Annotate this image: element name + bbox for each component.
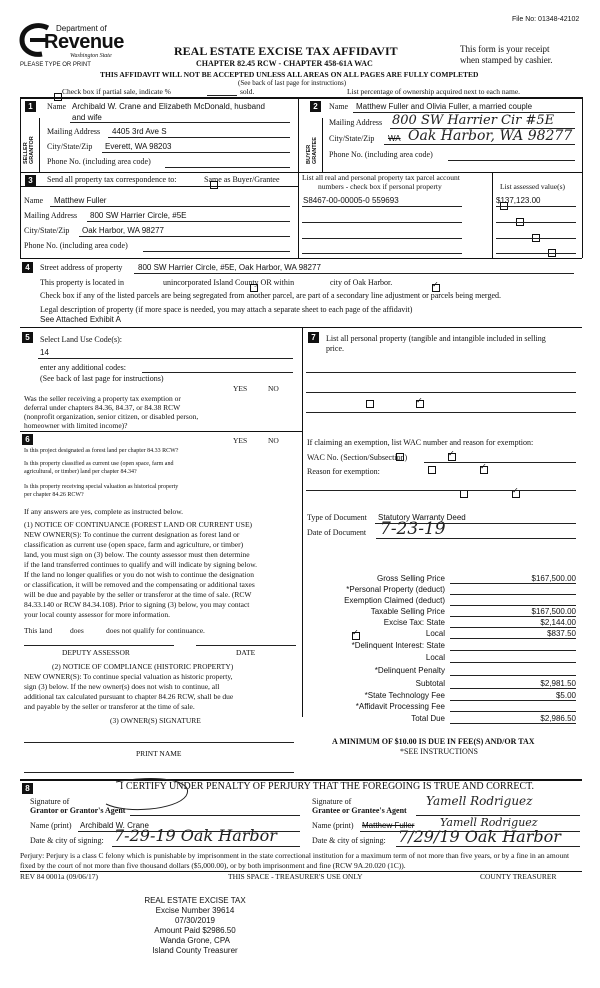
seller-name-line2[interactable]: and wife bbox=[72, 113, 102, 122]
grantee-sig-label-1: Signature of bbox=[312, 797, 352, 806]
certify-statement: I CERTIFY UNDER PENALTY OF PERJURY THAT THE FOREGOING IS TRUE AND CORRECT. bbox=[120, 781, 534, 792]
section-3-number: 3 bbox=[25, 175, 36, 186]
grantor-name-value[interactable]: Archibald W. Crane bbox=[80, 821, 149, 830]
s6-if-yes: If any answers are yes, complete as instructed below. bbox=[24, 507, 184, 516]
notice1-line-3: land, you must sign on (3) below. The county assessor must then determine bbox=[24, 550, 250, 559]
see-instructions-note: *SEE INSTRUCTIONS bbox=[400, 747, 479, 756]
section-2-number: 2 bbox=[310, 101, 321, 112]
buyer-city-label: City/State/Zip bbox=[329, 134, 375, 143]
dept-line1: Department of bbox=[56, 24, 107, 33]
corr-phone-label: Phone No. (including area code) bbox=[24, 241, 128, 250]
tax-row-6-label: *Delinquent Interest: State bbox=[351, 641, 445, 650]
s6-q2-no-checkbox[interactable] bbox=[480, 466, 488, 474]
print-name-label: PRINT NAME bbox=[136, 749, 182, 758]
s6-q2-line1: Is this property classified as current use (open space, farm and bbox=[24, 461, 174, 467]
s5-q1-line3: (nonprofit organization, senior citizen, or disabled person, bbox=[24, 412, 199, 421]
does-not-label: does not qualify for continuance. bbox=[106, 626, 205, 635]
seller-grantor-label: SELLER GRANTOR bbox=[23, 136, 35, 164]
grantor-date-handwritten[interactable]: 7-29-19 Oak Harbor bbox=[114, 826, 277, 845]
notice2-line-0: (2) NOTICE OF COMPLIANCE (HISTORIC PROPERTY) bbox=[52, 662, 234, 671]
section-8-number: 8 bbox=[22, 783, 33, 794]
tax-row-0-label: Gross Selling Price bbox=[376, 574, 445, 583]
grantee-name-struck: Matthew Fuller bbox=[362, 821, 415, 830]
form-chapter: CHAPTER 82.45 RCW - CHAPTER 458-61A WAC bbox=[196, 59, 373, 68]
reason-label: Reason for exemption: bbox=[307, 467, 380, 476]
sold-label: sold. bbox=[240, 87, 255, 96]
s5-q1-line4: homeowner with limited income)? bbox=[24, 421, 128, 430]
buyer-grantee-label: BUYER GRANTEE bbox=[306, 137, 318, 164]
tax-row-4-label: Excise Tax: State bbox=[383, 618, 445, 627]
s5-no-header: NO bbox=[268, 384, 279, 393]
s6-q3-line1: Is this property receiving special valuation as historical property bbox=[24, 484, 179, 490]
s5-q1-line1: Was the seller receiving a property tax exemption or bbox=[24, 394, 181, 403]
doc-type-label: Type of Document bbox=[307, 513, 367, 522]
minimum-due-note: A MINIMUM OF $10.00 IS DUE IN FEE(S) AND/OR TAX bbox=[332, 737, 535, 746]
tax-row-7-label: Local bbox=[425, 653, 445, 662]
file-number: File No: 01348-42102 bbox=[512, 16, 580, 23]
notice1-line-1: NEW OWNER(S): To continue the current designation as forest land or bbox=[24, 530, 240, 539]
buyer-phone-label: Phone No. (including area code) bbox=[329, 150, 433, 159]
buyer-name-label: Name bbox=[329, 102, 349, 111]
corr-mailing-label: Mailing Address bbox=[24, 211, 78, 220]
stamp-line-4: Amount Paid $2986.50 bbox=[154, 926, 236, 935]
grantee-date-handwritten[interactable]: 7/29/19 Oak Harbor bbox=[398, 827, 561, 846]
doc-type-value[interactable]: Statutory Warranty Deed bbox=[378, 513, 466, 522]
tax-row-3-label: Taxable Selling Price bbox=[370, 607, 445, 616]
notice1-line-0: (1) NOTICE OF CONTINUANCE (FOREST LAND OR CURRENT USE) bbox=[24, 520, 253, 529]
s5-yes-header: YES bbox=[233, 384, 248, 393]
tax-row-12-label: Total Due bbox=[411, 714, 445, 723]
buyer-city-handwritten[interactable]: Oak Harbor, WA 98277 bbox=[408, 128, 573, 144]
tax-row-10-label: *State Technology Fee bbox=[364, 691, 445, 700]
corr-city-value[interactable]: Oak Harbor, WA 98277 bbox=[82, 226, 164, 235]
located-label-2: unincorporated Island County OR within bbox=[163, 278, 295, 287]
section-1-number: 1 bbox=[25, 101, 36, 112]
land-use-value[interactable]: 14 bbox=[40, 348, 49, 357]
tax-row-9-value[interactable]: $2,981.50 bbox=[540, 679, 576, 688]
tax-row-5-label: Local bbox=[425, 629, 445, 638]
tax-row-8-label: *Delinquent Penalty bbox=[374, 666, 445, 675]
deputy-assessor-label: DEPUTY ASSESSOR bbox=[62, 648, 130, 657]
percentage-note: List percentage of ownership acquired next to each name. bbox=[347, 87, 521, 96]
seller-phone-label: Phone No. (including area code) bbox=[47, 157, 151, 166]
stamp-line-5: Wanda Grone, CPA bbox=[160, 936, 230, 945]
grantor-date-label: Date & city of signing: bbox=[30, 836, 104, 845]
personal-property-label-2: price. bbox=[326, 344, 344, 353]
seller-name-label: Name bbox=[47, 102, 67, 111]
corr-name-value[interactable]: Matthew Fuller bbox=[54, 196, 107, 205]
street-address-label: Street address of property bbox=[40, 263, 123, 272]
seller-city-label: City/State/Zip bbox=[47, 142, 93, 151]
stamp-line-6: Island County Treasurer bbox=[152, 946, 238, 955]
grantee-name-label: Name (print) bbox=[312, 821, 354, 830]
dept-line2: Revenue bbox=[44, 31, 124, 53]
wac-label: WAC No. (Section/Subsection) bbox=[307, 453, 408, 462]
county-treasurer-label: COUNTY TREASURER bbox=[480, 872, 557, 881]
buyer-city-struck: WA bbox=[388, 134, 401, 143]
warning-text: THIS AFFIDAVIT WILL NOT BE ACCEPTED UNLESS ALL AREAS ON ALL PAGES ARE FULLY COMPLETED bbox=[100, 70, 479, 79]
notice2-line-3: additional tax calculated pursuant to chapter 84.26 RCW, shall be due bbox=[24, 692, 234, 701]
tax-row-5-value[interactable]: $837.50 bbox=[547, 629, 576, 638]
parcel-header-1: List all real and personal property tax parcel account bbox=[302, 173, 460, 182]
personal-property-label-1: List all personal property (tangible and intangible included in selling bbox=[326, 334, 546, 343]
s6-q1: Is this project designated as forest land per chapter 84.33 RCW? bbox=[24, 448, 179, 454]
legal-desc-value[interactable]: See Attached Exhibit A bbox=[40, 315, 121, 324]
buyer-name-value[interactable]: Matthew Fuller and Olivia Fuller, a married couple bbox=[356, 102, 533, 111]
notice1-line-4: if the land transferred continues to qualify and will indicate by signing below. bbox=[24, 560, 257, 569]
notice1-line-8: 84.33.140 or RCW 84.34.108). Prior to signing (3) below, you may contact bbox=[24, 600, 250, 609]
partial-sale-label: Check box if partial sale, indicate % bbox=[62, 87, 171, 96]
doc-date-handwritten[interactable]: 7-23-19 bbox=[380, 519, 446, 539]
s5-q1-line2: deferral under chapters 84.36, 84.37, or 84.38 RCW bbox=[24, 403, 181, 412]
tax-row-2-label: Exemption Claimed (deduct) bbox=[344, 596, 445, 605]
buyer-mailing-label: Mailing Address bbox=[329, 118, 383, 127]
located-label-3: city of Oak Harbor. bbox=[330, 278, 393, 287]
s6-q3-yes-checkbox[interactable] bbox=[460, 490, 468, 498]
dor-logo bbox=[18, 20, 128, 62]
stamp-line-2: Excise Number 39614 bbox=[155, 906, 235, 915]
send-correspondence-label: Send all property tax correspondence to: bbox=[47, 175, 177, 184]
treasurer-use-label: THIS SPACE - TREASURER'S USE ONLY bbox=[228, 872, 363, 881]
please-type: PLEASE TYPE OR PRINT bbox=[20, 62, 91, 68]
treasurer-stamp bbox=[0, 896, 390, 956]
stamp-line-1: REAL ESTATE EXCISE TAX bbox=[144, 896, 246, 905]
tax-row-4-value[interactable]: $2,144.00 bbox=[540, 618, 576, 627]
notice2-line-1: NEW OWNER(S): To continue special valuation as historic property, bbox=[24, 672, 233, 681]
date-label: DATE bbox=[236, 648, 256, 657]
corr-mailing-value[interactable]: 800 SW Harrier Circle, #5E bbox=[90, 211, 187, 220]
s6-q2-line2: agricultural, or timber) land per chapter 84.34? bbox=[24, 469, 137, 475]
section-6-number: 6 bbox=[22, 434, 33, 445]
doc-date-label: Date of Document bbox=[307, 528, 367, 537]
seller-city-value[interactable]: Everett, WA 98203 bbox=[105, 142, 172, 151]
tax-row-1-label: *Personal Property (deduct) bbox=[346, 585, 445, 594]
form-title: REAL ESTATE EXCISE TAX AFFIDAVIT bbox=[174, 44, 398, 58]
land-use-see-back: (See back of last page for instructions) bbox=[40, 374, 164, 383]
s5-q1-no-checkbox[interactable] bbox=[416, 400, 424, 408]
grantor-name-label: Name (print) bbox=[30, 821, 72, 830]
assessed-header: List assessed value(s) bbox=[500, 182, 565, 191]
notice1-line-6: or classification, it will be removed and the compensating or additional taxes bbox=[24, 580, 255, 589]
corr-city-label: City/State/Zip bbox=[24, 226, 70, 235]
section-5-number: 5 bbox=[22, 332, 33, 343]
land-use-label: Select Land Use Code(s): bbox=[40, 335, 122, 344]
stamp-line-3: 07/30/2019 bbox=[174, 916, 216, 925]
located-label-1: This property is located in bbox=[40, 278, 124, 287]
s6-q1-no-checkbox[interactable] bbox=[448, 453, 456, 461]
s6-q3-line2: per chapter 84.26 RCW? bbox=[24, 492, 84, 498]
corr-name-label: Name bbox=[24, 196, 44, 205]
dept-line3: Washington State bbox=[70, 53, 112, 59]
s6-q3-no-checkbox[interactable] bbox=[512, 490, 520, 498]
same-as-buyer-label: Same as Buyer/Grantee bbox=[204, 175, 280, 184]
section-4-number: 4 bbox=[22, 262, 33, 273]
notice1-line-9: your local county assessor for more information. bbox=[24, 610, 171, 619]
grantor-sig-label-2: Grantor or Grantor's Agent bbox=[30, 806, 126, 815]
segregation-text: Check box if any of the listed parcels are being segregated from another parcel, are part of a secondary line adjustment or parcels being merged. bbox=[40, 291, 501, 300]
s5-q1-yes-checkbox[interactable] bbox=[366, 400, 374, 408]
assessed-value-1[interactable]: $137,123.00 bbox=[496, 196, 541, 205]
grantee-sig-label-2: Grantee or Grantee's Agent bbox=[312, 806, 407, 815]
rev-number: REV 84 0001a (09/06/17) bbox=[20, 872, 98, 881]
this-land-label: This land bbox=[24, 626, 53, 635]
grantee-name-handwritten[interactable]: Yamell Rodriguez bbox=[440, 816, 538, 829]
s6-q2-yes-checkbox[interactable] bbox=[428, 466, 436, 474]
notice2-line-4: and payable by the seller or transferor at the time of sale. bbox=[24, 702, 195, 711]
tax-row-11-label: *Affidavit Processing Fee bbox=[355, 702, 445, 711]
owner-signature-label: (3) OWNER(S) SIGNATURE bbox=[110, 716, 201, 725]
grantor-sig-label-1: Signature of bbox=[30, 797, 70, 806]
notice2-line-2: sign (3) below. If the new owner(s) does not wish to continue, all bbox=[24, 682, 220, 691]
see-back-note: (See back of last page for instructions) bbox=[238, 79, 347, 87]
notice1-line-7: will be due and payable by the seller or transferor at the time of sale. (RCW bbox=[24, 590, 252, 599]
additional-codes-label: enter any additional codes: bbox=[40, 363, 126, 372]
notice1-line-2: classification as current use (open space, farm and agriculture, or timber) bbox=[24, 540, 244, 549]
buyer-mailing-handwritten[interactable]: 800 SW Harrier Cir #5E bbox=[392, 113, 555, 128]
tax-row-12-value[interactable]: $2,986.50 bbox=[540, 714, 576, 723]
tax-row-0-value[interactable]: $167,500.00 bbox=[531, 574, 576, 583]
tax-row-3-value[interactable]: $167,500.00 bbox=[531, 607, 576, 616]
tax-row-10-value[interactable]: $5.00 bbox=[555, 691, 576, 700]
s6-yes-header: YES bbox=[233, 436, 248, 445]
section-7-number: 7 bbox=[308, 332, 319, 343]
exemption-claim-label: If claiming an exemption, list WAC number and reason for exemption: bbox=[307, 438, 534, 447]
s6-no-header: NO bbox=[268, 436, 279, 445]
grantee-date-label: Date & city of signing: bbox=[312, 836, 386, 845]
tax-row-9-label: Subtotal bbox=[415, 679, 445, 688]
grantee-signature-handwritten[interactable]: Yamell Rodriguez bbox=[426, 794, 533, 808]
notice1-line-5: If the land no longer qualifies or you do not wish to continue the designation bbox=[24, 570, 254, 579]
street-address-value[interactable]: 800 SW Harrier Circle, #5E, Oak Harbor, WA 98277 bbox=[138, 263, 321, 272]
seller-mailing-label: Mailing Address bbox=[47, 127, 101, 136]
seller-name-line1[interactable]: Archibald W. Crane and Elizabeth McDonald, husband bbox=[72, 102, 265, 111]
receipt-note-2: when stamped by cashier. bbox=[460, 55, 553, 65]
does-label: does bbox=[70, 626, 84, 635]
perjury-statement: Perjury: Perjury is a class C felony which is punishable by imprisonment in the state correctional institution for a maximum term of not more than five years, or by a fine in an amount fixed by the court of not more than five thousand dollars ($5,000.00), or by both imprisonment and fine (RCW 9A.20.020 (1C)). bbox=[20, 851, 570, 870]
seller-mailing-value[interactable]: 4405 3rd Ave S bbox=[112, 127, 167, 136]
parcel-number-1[interactable]: S8467-00-00005-0 559693 bbox=[303, 196, 399, 205]
parcel-header-2: numbers - check box if personal property bbox=[318, 182, 442, 191]
receipt-note-1: This form is your receipt bbox=[460, 44, 550, 54]
legal-desc-label: Legal description of property (if more space is needed, you may attach a separate sheet to each page of the affidavit) bbox=[40, 305, 413, 314]
